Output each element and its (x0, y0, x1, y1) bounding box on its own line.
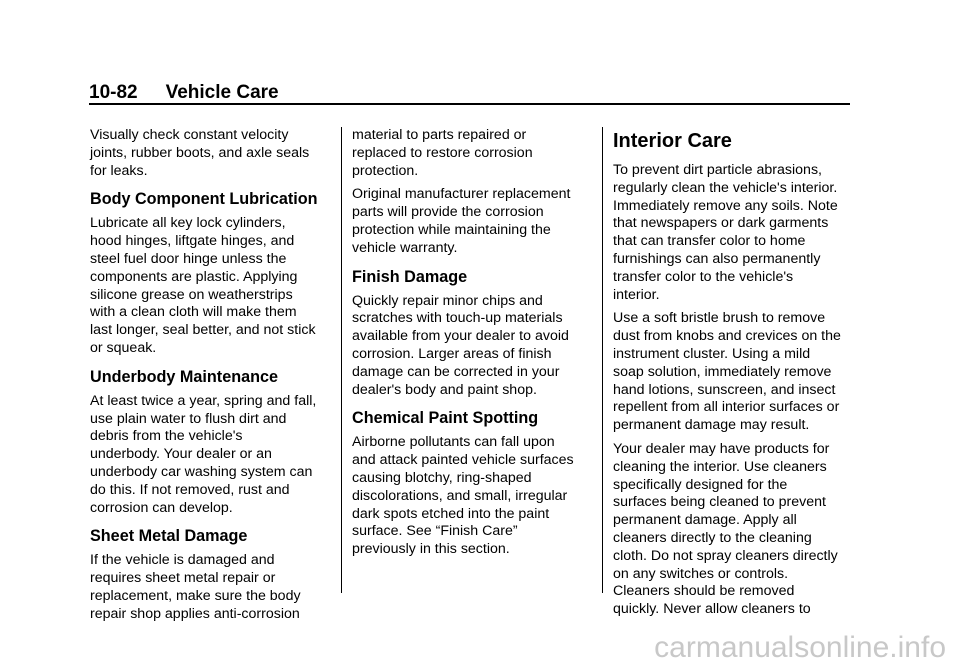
text-line: Immediately remove any soils. Note (613, 197, 838, 214)
text-line: Original manufacturer replacement (352, 186, 571, 203)
text-line: Airborne pollutants can fall upon (352, 434, 555, 451)
finish-damage-paragraph (352, 293, 592, 400)
text-line: repellent from all interior surfaces or (613, 399, 840, 416)
text-line: silicone grease on weatherstrips (90, 286, 293, 303)
original-parts-paragraph (352, 186, 592, 257)
text-line: corrosion. Larger areas of finish (352, 345, 552, 362)
text-line: with a clean cloth will make them (90, 304, 297, 321)
interior-care-paragraph-3 (613, 441, 858, 619)
text-line: or squeak. (90, 339, 157, 356)
interior-care-paragraph-1 (613, 162, 858, 304)
text-line: and attack painted vehicle surfaces (352, 452, 574, 469)
text-line: Cleaners should be removed (613, 583, 795, 600)
column-3 (613, 127, 858, 625)
text-line: dealer's body and paint shop. (352, 381, 537, 398)
text-line: hand lotions, sunscreen, and insect (613, 381, 836, 398)
text-line: that newspapers or dark garments (613, 215, 829, 232)
column-divider (602, 127, 603, 593)
text-line: Visually check constant velocity (90, 127, 289, 143)
section-title: Vehicle Care (165, 82, 279, 103)
text-line: cleaning the interior. Use cleaners (613, 458, 827, 475)
text-line: parts will provide the corrosion (352, 204, 544, 221)
text-line: components are plastic. Applying (90, 268, 298, 285)
heading-body-component-lubrication: Body Component Lubrication (90, 190, 318, 209)
heading-chemical-paint-spotting: Chemical Paint Spotting (352, 409, 539, 428)
text-line: surfaces being cleaned to prevent (613, 494, 826, 511)
text-line: permanent damage may result. (613, 417, 810, 434)
text-line: that can transfer color to home (613, 233, 806, 250)
text-line: on any switches or controls. (613, 565, 789, 582)
heading-underbody-maintenance: Underbody Maintenance (90, 367, 278, 386)
text-line: Your dealer may have products for (613, 440, 830, 457)
heading-interior-care: Interior Care (613, 130, 732, 152)
text-line: quickly. Never allow cleaners to (613, 601, 811, 618)
heading-finish-damage: Finish Damage (352, 267, 468, 286)
text-line: material to parts repaired or (352, 127, 527, 143)
text-line: for leaks. (90, 162, 148, 179)
column-2 (352, 127, 592, 565)
body-component-paragraph (90, 215, 340, 357)
watermark: carmanualsonline.info (654, 631, 946, 664)
text-line: last longer, seal better, and not stick (90, 322, 316, 339)
text-line: available from your dealer to avoid (352, 328, 569, 345)
text-line: Quickly repair minor chips and (352, 292, 543, 309)
text-line: corrosion can develop. (90, 499, 233, 516)
page-number: 10-82 (89, 82, 138, 103)
text-line: hood hinges, liftgate hinges, and (90, 233, 295, 250)
text-line: use plain water to flush dirt and (90, 410, 287, 427)
text-line: causing blotchy, ring-shaped (352, 469, 532, 486)
text-line: Use a soft bristle brush to remove (613, 310, 826, 327)
text-line: surface. See “Finish Care” (352, 523, 518, 540)
text-line: soap solution, immediately remove (613, 363, 832, 380)
text-line: requires sheet metal repair or (90, 570, 276, 587)
text-line: previously in this section. (352, 541, 510, 558)
text-line: discolorations, and small, irregular (352, 487, 568, 504)
text-line: furnishings can also permanently (613, 250, 821, 267)
text-line: dust from knobs and crevices on the (613, 328, 841, 345)
column-1 (90, 127, 340, 630)
text-line: do this. If not removed, rust and (90, 481, 290, 498)
heading-sheet-metal-damage: Sheet Metal Damage (90, 527, 248, 546)
text-line: Lubricate all key lock cylinders, (90, 215, 286, 232)
text-line: underbody car washing system can (90, 463, 313, 480)
continued-paragraph (352, 127, 592, 180)
text-line: At least twice a year, spring and fall, (90, 392, 317, 409)
intro-paragraph (90, 127, 340, 180)
chemical-paint-paragraph (352, 434, 592, 559)
text-line: transfer color to the vehicle's (613, 268, 794, 285)
text-line: instrument cluster. Using a mild (613, 345, 811, 362)
text-line: interior. (613, 286, 660, 303)
text-line: cloth. Do not spray cleaners directly (613, 547, 838, 564)
text-line: If the vehicle is damaged and (90, 552, 275, 569)
text-line: repair shop applies anti-corrosion (90, 605, 300, 622)
text-line: underbody. Your dealer or an (90, 446, 272, 463)
column-divider (341, 127, 342, 593)
text-line: debris from the vehicle's (90, 428, 243, 445)
text-line: damage can be corrected in your (352, 363, 560, 380)
text-line: replacement, make sure the body (90, 587, 301, 604)
text-line: dark spots etched into the paint (352, 505, 550, 522)
text-line: permanent damage. Apply all (613, 512, 797, 529)
text-line: vehicle warranty. (352, 239, 458, 256)
sheet-metal-paragraph (90, 552, 340, 623)
interior-care-paragraph-2 (613, 310, 858, 435)
text-line: protection while maintaining the (352, 221, 551, 238)
text-line: regularly clean the vehicle's interior. (613, 179, 838, 196)
header-rule (89, 103, 850, 105)
text-line: joints, rubber boots, and axle seals (90, 144, 310, 161)
text-line: protection. (352, 162, 419, 179)
text-line: steel fuel door hinge unless the (90, 250, 287, 267)
text-line: replaced to restore corrosion (352, 144, 533, 161)
text-line: specifically designed for the (613, 476, 788, 493)
text-line: cleaners directly to the cleaning (613, 529, 812, 546)
text-line: To prevent dirt particle abrasions, (613, 162, 822, 178)
text-line: scratches with touch-up materials (352, 310, 563, 327)
underbody-paragraph (90, 393, 340, 518)
page-header (89, 82, 279, 104)
